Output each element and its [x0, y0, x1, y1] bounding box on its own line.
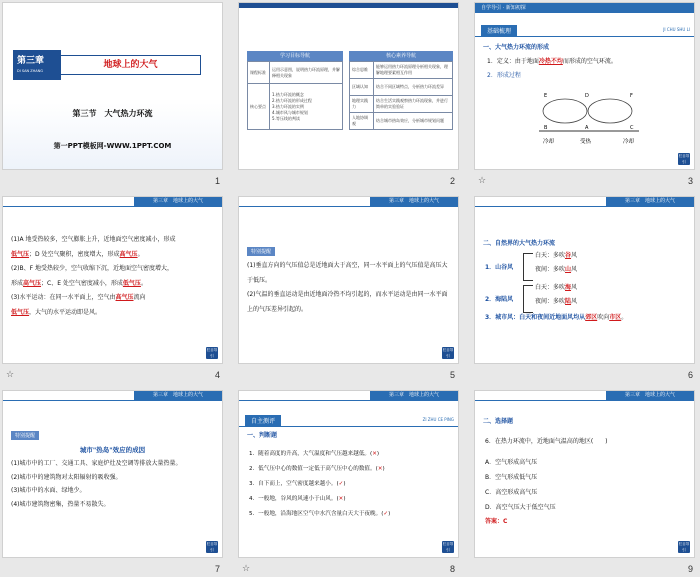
- slide-3[interactable]: [474, 2, 695, 170]
- slide-header: 第三章 地球上的大气: [606, 197, 694, 206]
- slide-header: 第三章 地球上的大气: [134, 391, 222, 400]
- basic-header: [475, 25, 694, 37]
- basic-title: 基础梳理: [481, 25, 517, 36]
- slide-4[interactable]: [2, 196, 223, 364]
- literacy-panel: [349, 51, 453, 130]
- svg-text:受热: 受热: [580, 139, 592, 145]
- list-item: (1)城市中的工厂、交通工具、家庭炉灶及空调等排放大量热量。: [11, 460, 182, 467]
- section-heading: 一、判断题: [247, 432, 278, 439]
- valley-wind-detail: 白天：多吹谷风 夜间：多吹山风: [535, 252, 578, 273]
- list-item: 1．随着高度的升高，大气温度和气压越来越低。(✕): [249, 451, 380, 457]
- item-valley-wind: 1．山谷风: [485, 264, 514, 271]
- goals-label-1: 课程标准: [248, 62, 270, 84]
- svg-text:D: D: [585, 93, 589, 99]
- nav-corner-button[interactable]: 栏目导引: [442, 348, 454, 358]
- sea-land-breeze-detail: 白天：多吹海风 夜间：多吹陆风: [535, 284, 578, 305]
- answer: 答案：C: [485, 518, 508, 525]
- section-heading: 二、选择题: [483, 418, 514, 425]
- option-b[interactable]: B．空气形成低气压: [485, 474, 538, 481]
- slide-number: 7: [215, 564, 221, 574]
- list-item: (3)城市中的水面、绿地少。: [11, 487, 86, 494]
- brace: [523, 285, 533, 313]
- goals-title: 学习目标导航: [247, 51, 343, 61]
- nav-corner-button[interactable]: 栏目导引: [206, 542, 218, 552]
- nav-corner-button[interactable]: 栏目导引: [442, 542, 454, 552]
- option-d[interactable]: D．高空气压大于低空气压: [485, 504, 556, 511]
- header-line: [3, 400, 222, 401]
- slide-5[interactable]: [238, 196, 459, 364]
- tip-body: (1)垂直方向的气压值总是近地面大于高空，同一水平面上的气压值是高压大于低压。 (2)气温的垂直运动是由近地面冷热不均引起的，而水平运动是由同一水平面上的气压差异引起的。: [247, 262, 448, 313]
- star-icon[interactable]: ☆: [478, 176, 487, 186]
- option-list: [485, 455, 556, 515]
- goals-table: [247, 61, 343, 130]
- svg-text:B: B: [544, 125, 548, 131]
- slide-header: 第三章 地球上的大气: [370, 391, 458, 400]
- header-line: [475, 206, 694, 207]
- list-item: (4)城市建筑物密集，热量不易散失。: [11, 500, 110, 508]
- svg-text:冷却: 冷却: [623, 139, 635, 145]
- slide-header: 第三章 地球上的大气: [370, 197, 458, 206]
- tip-list: [11, 457, 216, 511]
- header-line: [3, 206, 222, 207]
- option-c[interactable]: C．高空形成高气压: [485, 489, 538, 496]
- svg-text:A: A: [585, 125, 589, 131]
- slide-8[interactable]: [238, 390, 459, 558]
- process-label: 2．形成过程: [487, 72, 521, 79]
- list-item: 5．一般地，沿海地区空气中水汽含量白天大于夜晚。(✓): [249, 511, 391, 517]
- circulation-loop-right: [588, 99, 632, 123]
- slide-2[interactable]: [238, 2, 459, 170]
- slide-header: 第三章 地球上的大气: [606, 391, 694, 400]
- star-icon[interactable]: ☆: [6, 370, 15, 380]
- banner-title: 自学导引 · 新知初探: [481, 5, 526, 11]
- slide-number: 1: [215, 176, 221, 186]
- goals-label-2: 核心要点: [248, 84, 270, 130]
- chapter-title: 地球上的大气: [103, 60, 158, 70]
- tip-tag: 特别提醒: [247, 247, 275, 256]
- nav-corner-button[interactable]: 栏目导引: [678, 542, 690, 552]
- chapter-label: 第三章: [17, 56, 45, 66]
- header-line: [239, 206, 458, 207]
- slide-9[interactable]: [474, 390, 695, 558]
- slide-number: 9: [688, 564, 694, 574]
- section-title: 第三节 大气热力环流: [72, 109, 153, 118]
- banner-bar: [475, 3, 694, 13]
- slide-header: 第三章 地球上的大气: [134, 197, 222, 206]
- slide-number: 3: [688, 176, 694, 186]
- top-bar: [239, 3, 458, 8]
- literacy-title: 核心素养导航: [349, 51, 453, 61]
- list-item: 4．一般地，谷风的风速小于山风。(✕): [249, 496, 346, 502]
- slide-number: 2: [450, 176, 456, 186]
- slide-1[interactable]: [2, 2, 223, 170]
- brace: [523, 253, 533, 281]
- judge-list: [249, 447, 454, 522]
- slide-6[interactable]: [474, 196, 695, 364]
- nav-corner-button[interactable]: 栏目导引: [206, 348, 218, 358]
- section-heading: 二、自然界的大气热力环流: [483, 240, 556, 247]
- section-heading: 一、大气热力环流的形成: [483, 44, 550, 51]
- list-item: (2)城市中的建筑物对太阳辐射的吸收强。: [11, 473, 122, 481]
- list-item: 3．自下而上，空气密度越来越小。(✓): [249, 481, 346, 487]
- chapter-box: [13, 50, 61, 80]
- goals-points: 1.热力环流的概念 2.热力环流的形成过程 3.热力环流的实例 4.城市风与城市规划 5.等压线的判读: [270, 84, 343, 130]
- list-item: 2．低气压中心的数值一定低于高气压中心的数值。(✕): [249, 466, 385, 472]
- slide-body: (1)A 地受热较多，空气膨胀上升，近地面空气密度减小，形成 低气压；D 处空气聚积，密度增大，形成高气压。 (2)B、F 地受热较少，空气收缩下沉，近地面空气密度增大， 形成高气压；C、E 处空气密度减小，形成低气压。 (3)水平运动：在同一水平面上，空气由高气压流向 低气压，大气的水平运动即是风。: [11, 236, 176, 316]
- circulation-loop-left: [543, 99, 587, 123]
- slide-number: 4: [215, 370, 221, 380]
- goals-text-1: 运用示意图，说明热力环流原理，并解释相关现象: [270, 62, 343, 84]
- circulation-diagram: [535, 89, 645, 149]
- tip-title: 城市"热岛"效应的成因: [79, 446, 146, 454]
- chapter-title-box: [61, 55, 201, 75]
- slide-7[interactable]: [2, 390, 223, 558]
- svg-text:冷却: 冷却: [543, 139, 555, 145]
- test-pinyin: ZI ZHU CE PING: [422, 417, 454, 422]
- slide-number: 6: [688, 370, 694, 380]
- item-sea-land-breeze: 2．海陆风: [485, 296, 514, 303]
- slide-number: 8: [450, 564, 456, 574]
- test-banner: 自主测评: [245, 415, 281, 426]
- option-a[interactable]: A．空气形成高气压: [485, 459, 538, 466]
- slide-number: 5: [450, 370, 456, 380]
- star-icon[interactable]: ☆: [242, 564, 251, 574]
- basic-pinyin: JI CHU SHU LI: [663, 27, 690, 32]
- header-line: [239, 400, 458, 401]
- goals-panel: [247, 51, 343, 130]
- header-line: [475, 400, 694, 401]
- item-city-wind: 3．城市风：白天和夜间近地面风均从郊区吹向市区。: [485, 314, 628, 321]
- slide-footer: 第一PPT模板网-WWW.1PPT.COM: [53, 142, 172, 150]
- chapter-pinyin: DI SAN ZHANG: [17, 69, 44, 73]
- test-header: [239, 415, 458, 427]
- nav-corner-button[interactable]: 栏目导引: [678, 154, 690, 164]
- literacy-table: 综合思维 能够运用热力环流原理分析相关现象，理解地理要素相互作用 区域认知 结合不同区域特点，分析热力环流差异 地理实践力 结合生活实践观察热力环流现象，并进行简单的实验验证 人地协调观 结合城市热岛效应，分析城市规划问题: [349, 61, 453, 130]
- tip-tag: 特别提醒: [11, 431, 39, 440]
- svg-text:C: C: [630, 125, 634, 131]
- svg-text:E: E: [544, 93, 548, 99]
- definition: 1．定义：由于地面冷热不均而形成的空气环流。: [487, 58, 617, 65]
- svg-text:F: F: [630, 93, 633, 99]
- question: 6．在热力环流中，近地面气温高的地区( ): [485, 438, 608, 445]
